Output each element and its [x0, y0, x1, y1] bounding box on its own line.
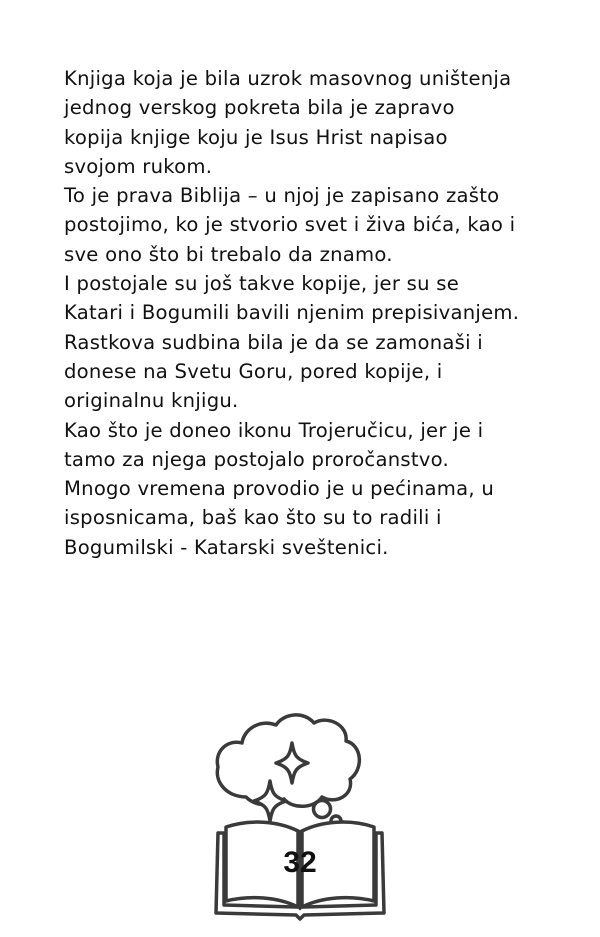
text-line: Rastkova sudbina bila je da se zamonaši i: [64, 330, 483, 354]
page-number: 32: [283, 846, 317, 879]
open-book-thought-cloud-icon: [200, 705, 400, 937]
page-body-text: [64, 64, 564, 562]
text-line: tamo za njega postojalo proročanstvo.: [64, 447, 449, 471]
text-line: postojimo, ko je stvorio svet i živa bića, kao i: [64, 213, 516, 237]
text-line: isposnicama, baš kao što su to radili i: [64, 506, 442, 530]
text-line: originalnu knjigu.: [64, 389, 239, 413]
text-line: jednog verskog pokreta bila je zapravo: [64, 96, 455, 120]
text-line: donese na Svetu Goru, pored kopije, i: [64, 359, 443, 383]
text-line: Mnogo vremena provodio je u pećinama, u: [64, 477, 494, 501]
text-line: Katari i Bogumili bavili njenim prepisivanjem.: [64, 301, 520, 325]
text-line: Bogumilski - Katarski sveštenici.: [64, 535, 389, 559]
text-line: Knjiga koja je bila uzrok masovnog uništenja: [64, 67, 512, 90]
text-line: To je prava Biblija – u njoj je zapisano zašto: [64, 184, 500, 208]
text-line: svojom rukom.: [64, 154, 213, 178]
thought-bubble-large: [314, 801, 331, 818]
text-line: I postojale su još takve kopije, jer su se: [64, 272, 459, 296]
text-line: sve ono što bi trebalo da znamo.: [64, 242, 393, 266]
text-line: Kao što je doneo ikonu Trojeručicu, jer je i: [64, 418, 484, 442]
text-line: kopija knjige koju je Isus Hrist napisao: [64, 125, 448, 149]
